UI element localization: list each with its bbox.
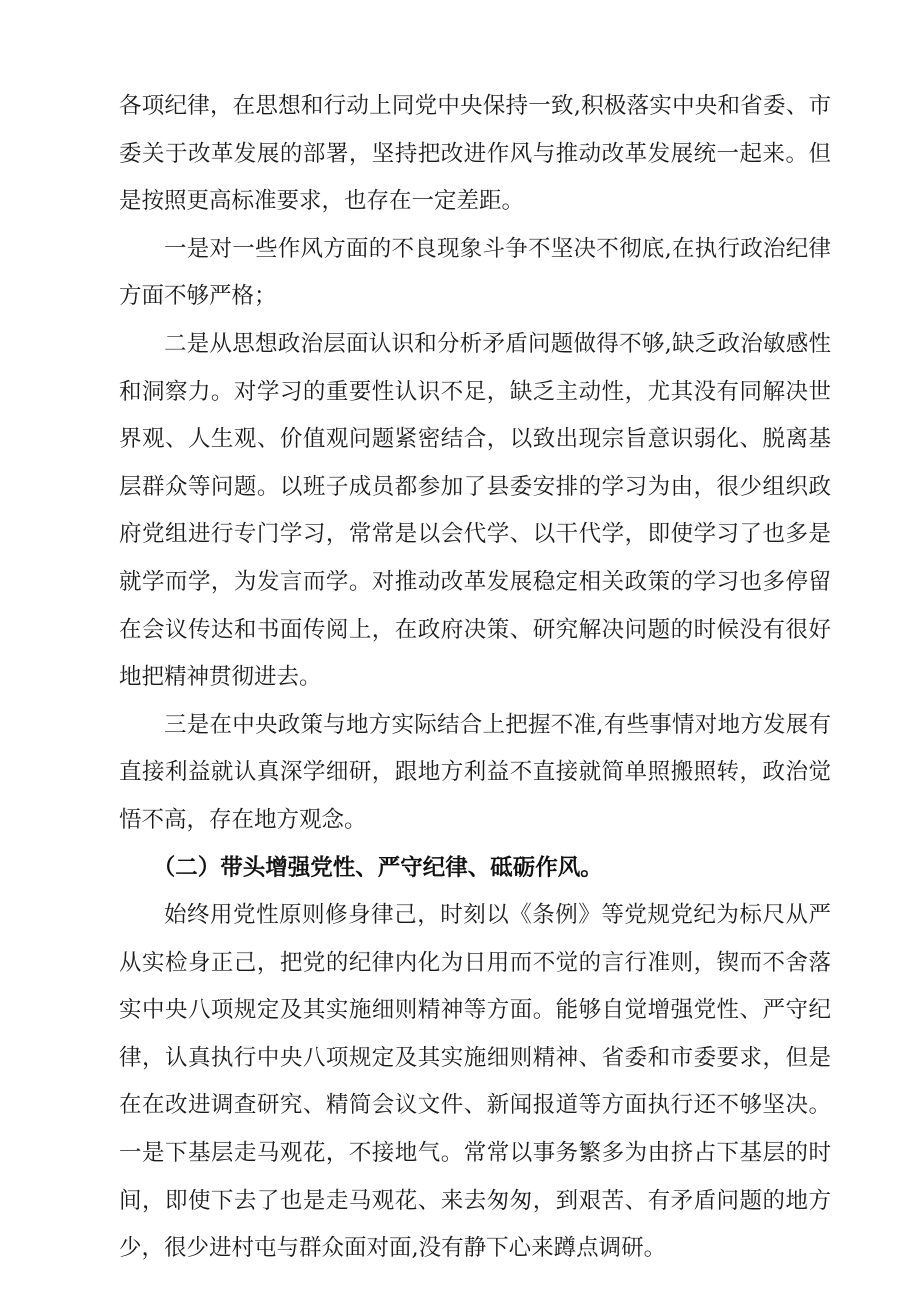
document-body: [119, 83, 831, 1273]
paragraph-section-body: 始终用党性原则修身律己，时刻以《条例》等党规党纪为标尺从严从实检身正己，把党的纪律内化为日用而不觉的言行准则，锲而不舍落实中央八项规定及其实施细则精神等方面。能够自觉增强党性、严守纪律，认真执行中央八项规定及其实施细则精神、省委和市委要求，但是在在改进调查研究、精简会议文件、新闻报道等方面执行还不够坚决。一是下基层走马观花，不接地气。常常以事务繁多为由挤占下基层的时间，即使下去了也是走马观花、来去匆匆，到艰苦、有矛盾问题的地方少，很少进村屯与群众面对面,没有静下心来蹲点调研。: [119, 902, 831, 1262]
paragraph-point-one: 一是对一些作风方面的不良现象斗争不坚决不彻底,在执行政治纪律方面不够严格；: [119, 235, 831, 310]
paragraph-continuation: 各项纪律，在思想和行动上同党中央保持一致,积极落实中央和省委、市委关于改革发展的部署，坚持把改进作风与推动改革发展统一起来。但是按照更高标准要求，也存在一定差距。: [119, 93, 831, 215]
paragraph-point-two: 二是从思想政治层面认识和分析矛盾问题做得不够,缺乏政治敏感性和洞察力。对学习的重要性认识不足，缺乏主动性，尤其没有同解决世界观、人生观、价值观问题紧密结合，以致出现宗旨意识弱化、脱离基层群众等问题。以班子成员都参加了县委安排的学习为由，很少组织政府党组进行专门学习，常常是以会代学、以干代学，即使学习了也多是就学而学，为发言而学。对推动改革发展稳定相关政策的学习也多停留在会议传达和书面传阅上，在政府决策、研究解决问题的时候没有很好地把精神贯彻进去。: [119, 330, 831, 691]
paragraph-point-three: 三是在中央政策与地方实际结合上把握不准,有些事情对地方发展有直接利益就认真深学细研，跟地方利益不直接就简单照搬照转，政治觉悟不高，存在地方观念。: [119, 711, 831, 833]
section-heading: （二）带头增强党性、严守纪律、砥砺作风。: [152, 854, 603, 881]
